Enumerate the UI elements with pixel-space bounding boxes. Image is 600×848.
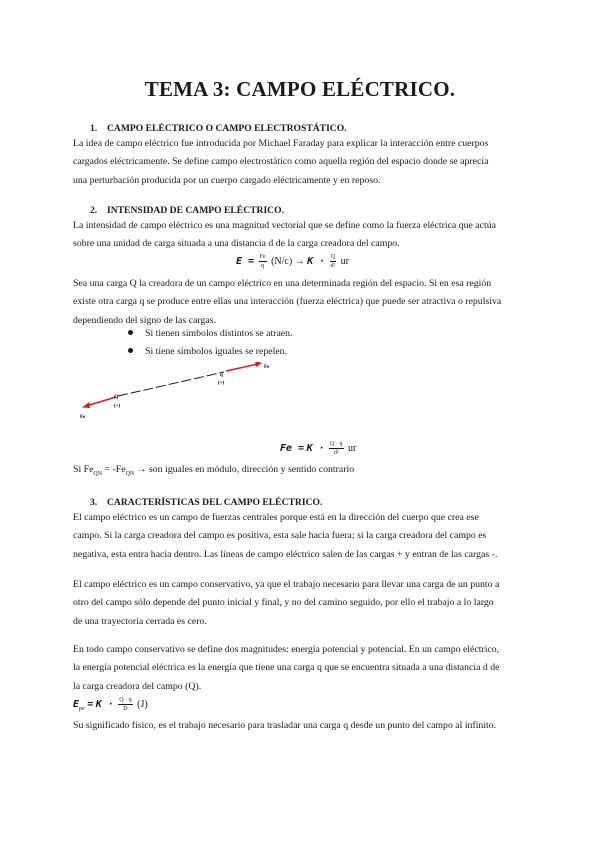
text-line: existe otra carga q se produce entre ellas una interacción (fuerza eléctrica) que puede ser atractiva o repulsiva (73, 296, 502, 308)
text-line: otro del campo sólo depende del punto inicial y final, y no del camino seguido, por ello el trabajo a lo largo (73, 597, 494, 609)
section-3-paragraph-1 (73, 509, 529, 564)
section-2-intro (73, 217, 529, 254)
fe-right-label: Fe (264, 365, 270, 370)
eq-constant: K · (307, 255, 326, 267)
section-3-paragraph-2 (73, 576, 529, 631)
section-1-paragraph (73, 135, 529, 190)
eq-unit: (J) (137, 698, 148, 710)
text-line: cargados eléctricamente. Se define campo electrostático como aquella región del espacio donde se aprecia (73, 156, 489, 168)
section-2-title: INTENSIDAD DE CAMPO ELÉCTRICO. (107, 205, 284, 216)
section-1-heading (90, 123, 347, 134)
text-line: una perturbación producida por un cuerpo cargado eléctricamente y en reposo. (73, 174, 381, 186)
bullet-dot (128, 348, 133, 353)
bullet-item: Si tienen símbolos distintos se atraen. (128, 328, 292, 339)
fe-left-label: Fe (80, 415, 86, 420)
eq-lhs: Fe = (280, 442, 305, 454)
section-2-paragraph (73, 275, 529, 330)
section-3-paragraph-4 (73, 717, 529, 735)
text-line: la carga creadora del campo (Q). (73, 680, 202, 692)
text-line: En todo campo conservativo se define dos magnitudes: energía potencial y potencial. En un campo eléctrico, (73, 644, 500, 655)
page-title: TEMA 3: CAMPO ELÉCTRICO. (144, 77, 456, 101)
charge-Q-label: Q (114, 394, 119, 400)
eq-equals: = (87, 698, 94, 710)
eq-lhs: E (73, 698, 80, 710)
eq-lhs: E = (236, 255, 255, 267)
eq-fraction: $\frac{Q \cdot q}{\text{d²}}$ (330, 441, 343, 456)
section-3-paragraph-3 (73, 641, 529, 696)
text-line: sobre una unidad de carga situada a una distancia d de la carga creadora del campo. (73, 238, 400, 250)
text-line: Sea una carga Q la creadora de un campo eléctrico en una determinada región del espacio. Si en esa región (73, 278, 492, 289)
text-line: El campo eléctrico es un campo de fuerzas centrales porque está en la dirección del cuerpo que crea ese (73, 512, 479, 523)
section-3-number: 3. (90, 497, 98, 508)
text-line: dependiendo del signo de las cargas. (73, 314, 216, 326)
section-3-title: CARACTERÍSTICAS DEL CAMPO ELÉCTRICO. (107, 497, 323, 508)
text-line: La idea de campo eléctrico fue introducida por Michael Faraday para explicar la interacción entre cuerpos (73, 138, 489, 149)
section-1-title: CAMPO ELÉCTRICO O CAMPO ELECTROSTÁTICO. (107, 123, 347, 134)
eq-subscript: pe (79, 705, 85, 712)
eq-constant: K · (95, 698, 114, 710)
text-line: campo. Si la carga creadora del campo es positiva, esta sale hacia fuera; si la carga creadora del campo es (73, 530, 487, 542)
fe-left-arrowhead (82, 402, 90, 408)
connecting-line (118, 372, 224, 396)
charge-q-label: q (220, 373, 223, 378)
potential-energy-equation (73, 696, 148, 713)
bullet-item: Si tiene símbolos iguales se repelen. (128, 346, 287, 357)
bullet-dot (128, 330, 133, 335)
section-1-number: 1. (90, 123, 98, 134)
field-equation (236, 253, 349, 270)
text-line: de una trayectoria cerrada es cero. (73, 615, 207, 627)
fe-right-arrowhead (255, 362, 262, 367)
charge-q-sign: (+) (218, 381, 225, 386)
eq-tail: ur (348, 442, 357, 454)
fe-left-vector (86, 397, 116, 406)
text-line: El campo eléctrico es un campo conservativo, ya que el trabajo necesario para llevar una carga de un punto a (73, 579, 500, 590)
text-line: negativa, esta entra hacia dentro. Las líneas de campo eléctrico salen de las cargas + y entran de las cargas -. (73, 548, 498, 560)
eq-fraction: $\frac{Fe}{q}$ (259, 254, 266, 269)
force-equation (280, 440, 356, 457)
text-line: Su significado físico, es el trabajo necesario para trasladar una carga q desde un punto del campo al infinito. (73, 720, 497, 731)
text-line: La intensidad de campo eléctrico es una magnitud vectorial que se define como la fuerza eléctrica que actúa (73, 220, 496, 231)
section-2-heading (90, 205, 284, 216)
force-diagram (72, 362, 302, 426)
charge-Q-sign: (+) (114, 404, 121, 409)
eq-fraction: $\frac{Q}{\text{d²}}$ (330, 254, 336, 269)
eq-constant: K · (306, 442, 325, 454)
fe-right-vector (226, 364, 258, 371)
eq-fraction: $\frac{Q \cdot q}{D}$ (119, 697, 132, 712)
section-3-heading (90, 497, 322, 508)
eq-unit: (N/c) → (271, 255, 305, 267)
section-2-number: 2. (90, 205, 98, 216)
eq-tail: ur (340, 255, 349, 267)
force-relation: Si $Fe_{QN} = -Fe_{QN}$ → son iguales en módulo, dirección y sentido contrario (73, 464, 355, 477)
text-line: la energía potencial eléctrica es la energía que tiene una carga q que se encuentra situada a una distancia d de (73, 662, 500, 674)
